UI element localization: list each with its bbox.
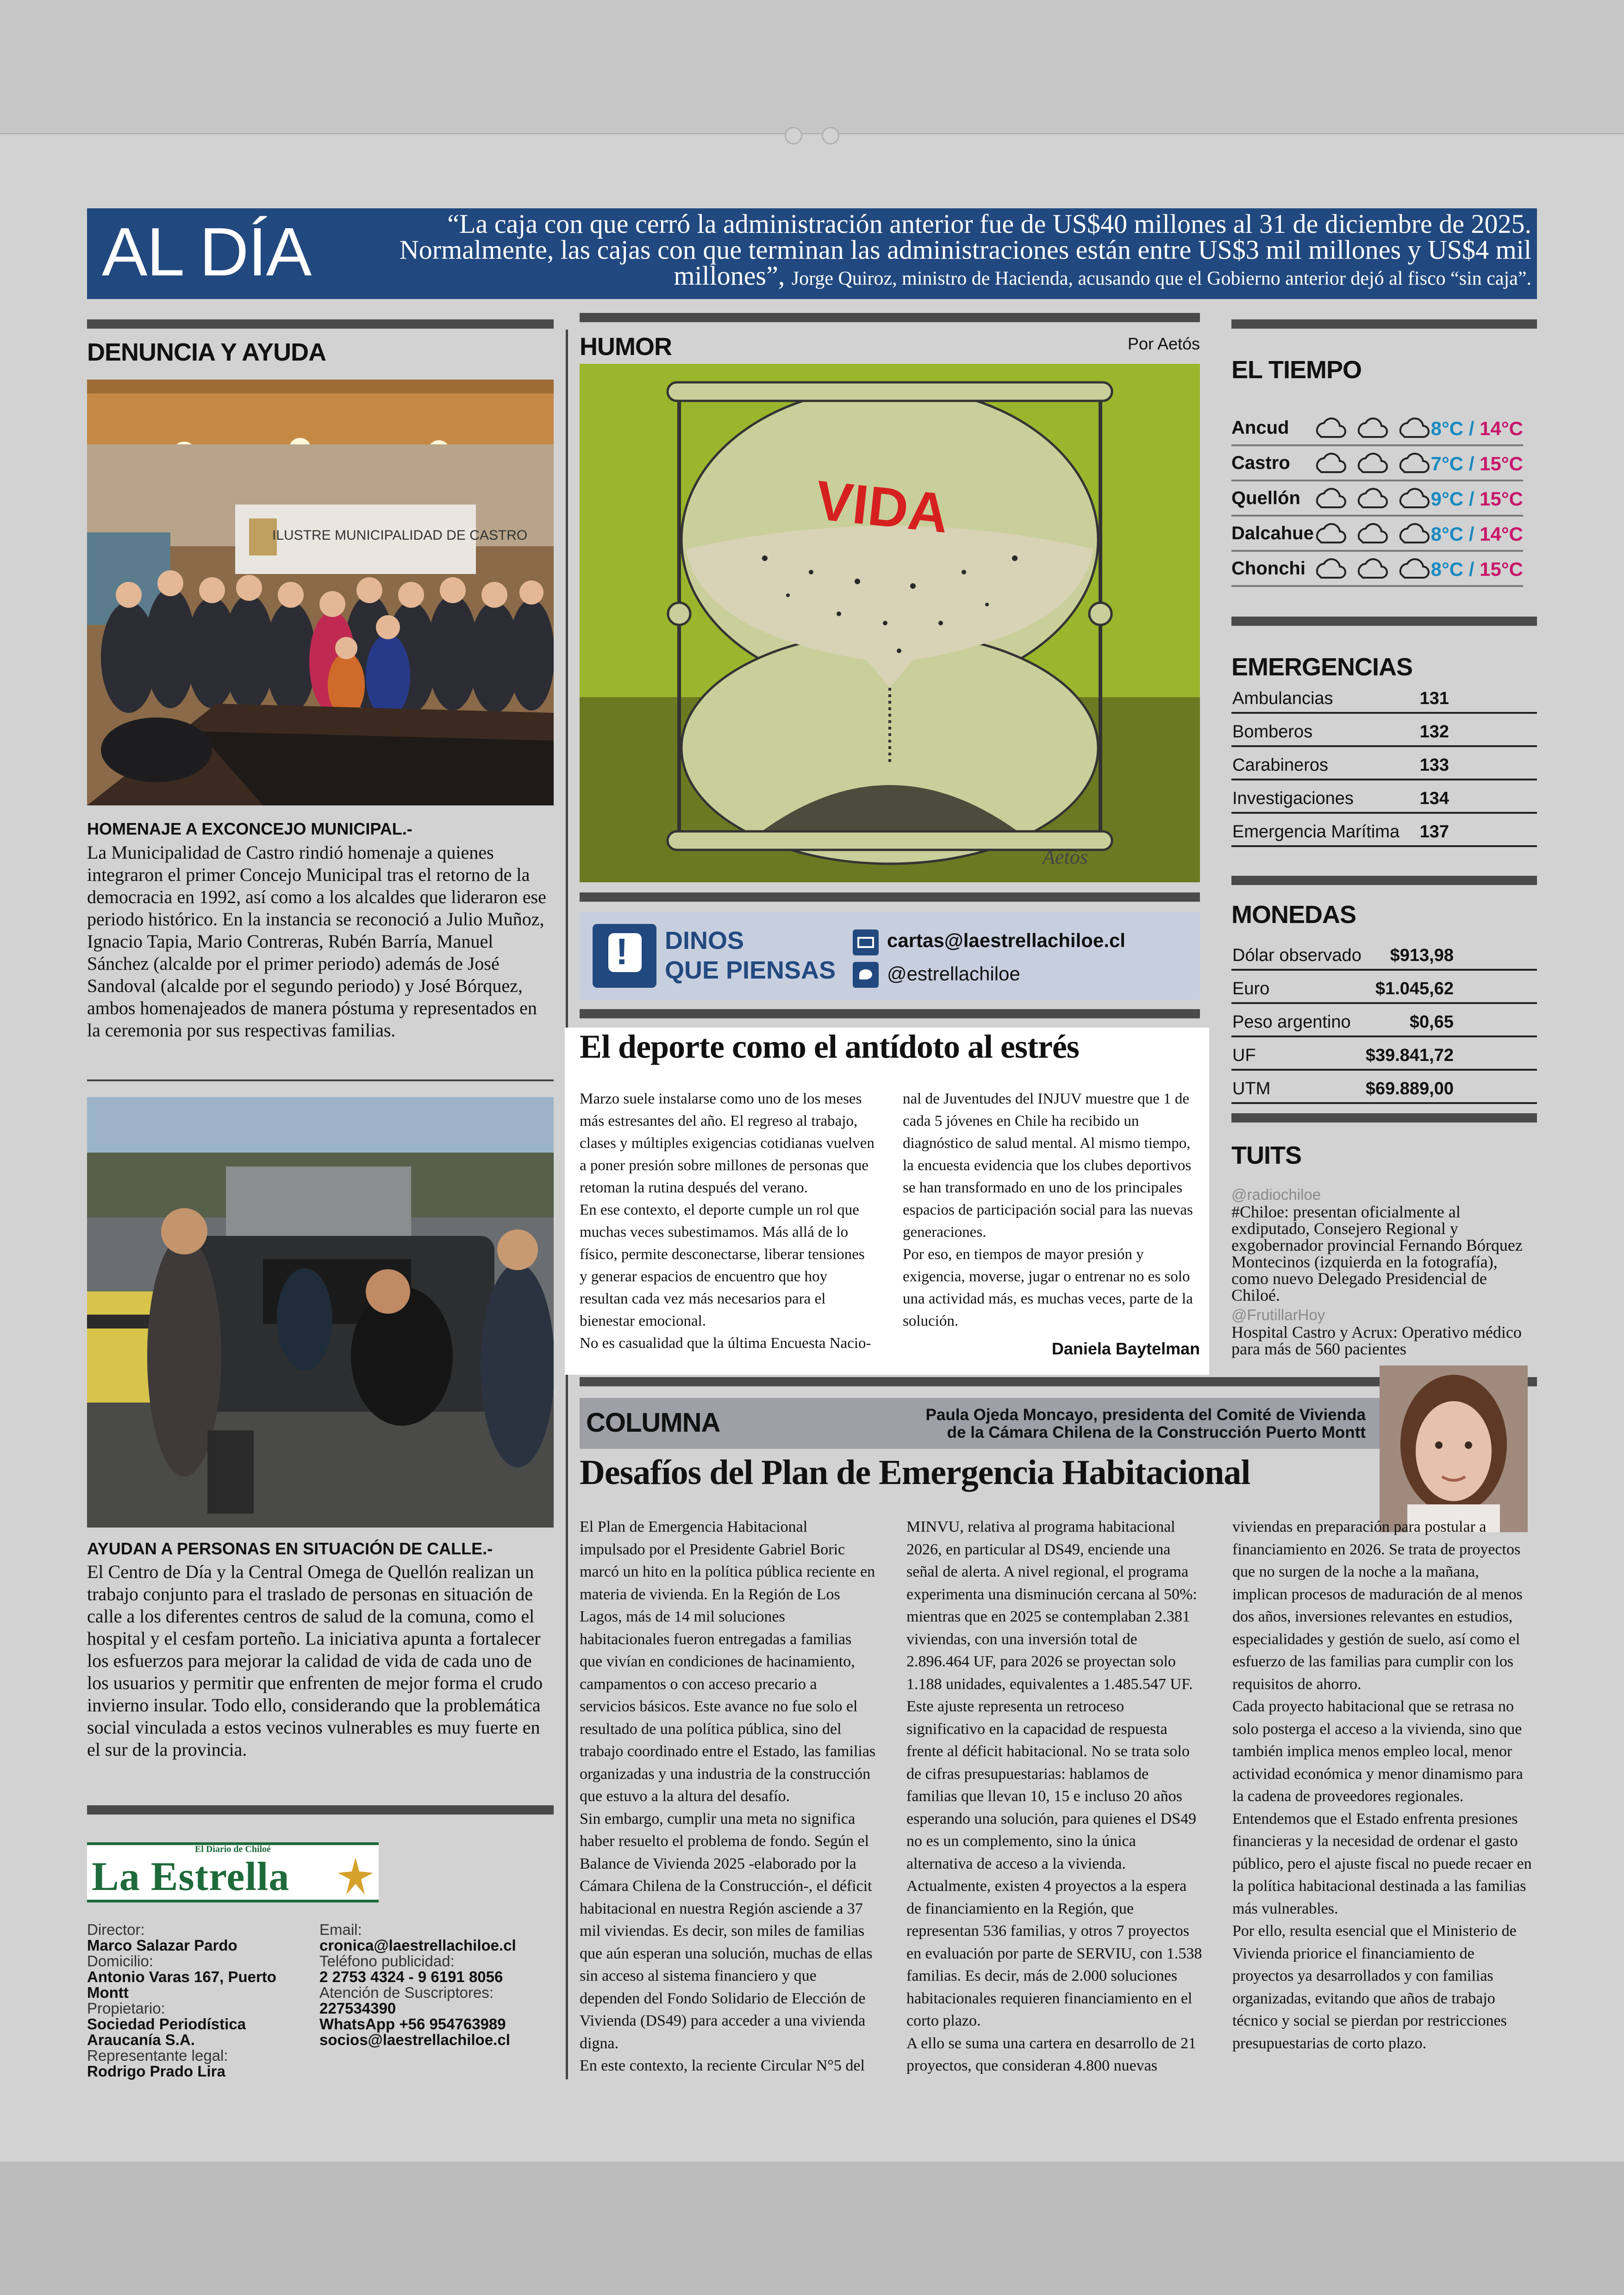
twitter-icon bbox=[853, 962, 879, 988]
contact-label: Email: bbox=[319, 1921, 362, 1938]
monedas-title: MONEDAS bbox=[1231, 901, 1356, 929]
cartoon-signature: Aetós bbox=[1043, 846, 1088, 868]
emergency-label: Emergencia Marítima bbox=[1232, 822, 1400, 842]
contact-label: Domicilio: bbox=[87, 1952, 154, 1970]
weather-temps bbox=[1431, 488, 1523, 510]
temp-separator: / bbox=[1468, 488, 1474, 510]
denuncia-title: DENUNCIA Y AYUDA bbox=[87, 338, 326, 366]
contact-email-link[interactable]: socios@laestrellachiloe.cl bbox=[319, 2031, 510, 2048]
cloud-rain-icon bbox=[1314, 418, 1443, 445]
weather-temps bbox=[1431, 523, 1523, 545]
section-rule bbox=[580, 1009, 1200, 1018]
emergency-row bbox=[1231, 814, 1537, 847]
section-rule bbox=[1231, 1113, 1537, 1123]
next-page-button[interactable] bbox=[822, 127, 839, 144]
columna-bar bbox=[580, 1398, 1380, 1449]
editorial-author: Daniela Baytelman bbox=[1051, 1339, 1200, 1358]
divider bbox=[87, 1079, 554, 1081]
temp-min: 8°C bbox=[1430, 558, 1464, 580]
street-photo-art bbox=[87, 1097, 554, 1528]
masthead-right bbox=[319, 1922, 560, 2048]
item1-head: HOMENAJE A EXCONCEJO MUNICIPAL.- bbox=[87, 819, 412, 838]
temp-max: 15°C bbox=[1480, 453, 1523, 474]
currency-value: $913,98 bbox=[1390, 946, 1454, 965]
prev-page-button[interactable] bbox=[785, 127, 802, 144]
section-rule bbox=[1231, 617, 1537, 626]
temp-max: 15°C bbox=[1480, 558, 1523, 580]
emergency-label: Carabineros bbox=[1232, 755, 1328, 775]
currency-label: UTM bbox=[1232, 1079, 1271, 1098]
author-portrait-art bbox=[1380, 1366, 1528, 1532]
humor-title: HUMOR bbox=[580, 333, 672, 361]
currency-label: Dólar observado bbox=[1232, 946, 1362, 965]
tuits-title: TUITS bbox=[1231, 1141, 1301, 1169]
cartoon-word: VIDA bbox=[812, 469, 951, 545]
section-rule bbox=[580, 313, 1200, 322]
currency-row bbox=[1231, 937, 1537, 971]
weather-city: Quellón bbox=[1231, 488, 1300, 508]
editorial-col2: nal de Juventudes del INJUV muestre que 1 de cada 5 jóvenes en Chile ha recibido un diagnóstico de salud mental. Al mismo tiempo, la encuesta evidencia que los clubes deportivos se han transformado en uno de los principales espacios de participación social para las nuevas generaciones. Por eso, en tiempos de mayor presión y exigencia, moverse, jugar o entrenar no es solo una actividad más, es muchas veces, parte de la solución. bbox=[903, 1091, 1193, 1329]
temp-min: 7°C bbox=[1430, 453, 1464, 474]
temp-max: 14°C bbox=[1480, 418, 1523, 439]
weather-row bbox=[1231, 552, 1523, 587]
temp-separator: / bbox=[1468, 453, 1474, 474]
emergencias-title: EMERGENCIAS bbox=[1231, 653, 1413, 681]
emergency-row bbox=[1231, 714, 1537, 747]
weather-city: Ancud bbox=[1231, 418, 1289, 438]
banner-quote bbox=[328, 211, 1531, 292]
section-rule bbox=[1231, 319, 1537, 329]
emergency-row bbox=[1231, 747, 1537, 780]
temp-max: 15°C bbox=[1480, 488, 1523, 510]
dinos-que-piensas-box bbox=[580, 912, 1200, 1000]
viewer-top-band bbox=[0, 0, 1624, 134]
currency-label: UF bbox=[1232, 1046, 1256, 1065]
columna-author bbox=[765, 1406, 1366, 1441]
masthead-left bbox=[87, 1922, 309, 2079]
banner-attribution: Jorge Quiroz, ministro de Hacienda, acusando que el Gobierno anterior dejó al fisco “sin caja”. bbox=[791, 268, 1531, 289]
tuits-list bbox=[1231, 1186, 1537, 1357]
weather-temps bbox=[1431, 418, 1523, 440]
tweet-user-link[interactable]: @FrutillarHoy bbox=[1231, 1306, 1325, 1323]
email-icon bbox=[853, 929, 879, 955]
weather-temps bbox=[1431, 453, 1523, 475]
dinos-line2: QUE PIENSAS bbox=[665, 956, 836, 984]
weather-city: Castro bbox=[1231, 453, 1290, 473]
council-photo-sign: ILUSTRE MUNICIPALIDAD DE CASTRO bbox=[272, 528, 528, 543]
al-dia-banner bbox=[87, 208, 1537, 299]
contact-label: Representante legal: bbox=[87, 2047, 228, 2064]
dinos-twitter-link[interactable]: @estrellachiloe bbox=[887, 963, 1020, 985]
temp-separator: / bbox=[1468, 523, 1474, 545]
columna-title: Desafíos del Plan de Emergencia Habitacional bbox=[580, 1453, 1250, 1492]
columna-author-line1: Paula Ojeda Moncayo, presidenta del Comité de Vivienda bbox=[925, 1406, 1366, 1424]
currency-value: $39.841,72 bbox=[1365, 1046, 1454, 1065]
emergency-number: 131 bbox=[1419, 689, 1449, 708]
masthead-kicker: El Diario de Chiloé bbox=[195, 1844, 271, 1854]
weather-row bbox=[1231, 481, 1523, 517]
columna-col2: MINVU, relativa al programa habitacional 2026, en particular al DS49, enciende una señal de alerta. A nivel regional, el programa experimenta una disminución cercana al 50%: mientras que en 2025 se contemplaban 2.381 viviendas, con una inversión total de 2.896.464 UF, para 2026 se proyectan solo 1.188 unidades, equivalentes a 1.485.547 UF. Este ajuste representa un retroceso significativo en la capacidad de respuesta frente al déficit habitacional. No se trata solo de cifras presupuestarias: hablamos de familias que llevan 10, 15 e incluso 20 años esperando una solución, para quienes el DS49 no es un complemento, sino la única alternativa de acceso a la vivienda. Actualmente, existen 4 proyectos a la espera de financiamiento en la Región, que representan 536 familias, y otros 7 proyectos en evaluación por parte de SERVIU, con 1.538 familias. Es decir, más de 2.000 soluciones habitacionales requieren financiamiento en el corto plazo. A ello se suma una cartera en desarrollo de 21 proyectos, que consideran 4.800 nuevas bbox=[906, 1518, 1202, 2074]
temp-min: 9°C bbox=[1430, 488, 1464, 510]
weather-city: Dalcahue bbox=[1231, 523, 1314, 543]
emergency-number: 137 bbox=[1419, 822, 1449, 842]
author-portrait bbox=[1380, 1366, 1528, 1532]
item1-body: La Municipalidad de Castro rindió homenaje a quienes integraron el primer Concejo Municipal tras el retorno de la democracia en 1992, así como a los alcaldes que lideraron ese periodo histórico. En la instancia se reconoció a Julio Muñoz, Ignacio Tapia, Mario Contreras, Rubén Barría, Manuel Sánchez (alcalde por el primer periodo) además de José Sandoval (alcalde por el segundo periodo) y José Bórquez, ambos homenajeados de manera póstuma y representados en la ceremonia por sus respectivas familias. bbox=[87, 842, 546, 1041]
speech-bubble-icon: ! bbox=[593, 924, 656, 988]
tiempo-title: EL TIEMPO bbox=[1231, 356, 1362, 384]
emergency-number: 132 bbox=[1419, 722, 1449, 742]
tweet-user-link[interactable]: @radiochiloe bbox=[1231, 1186, 1321, 1203]
currency-row bbox=[1231, 1037, 1537, 1071]
viewer-bottom-band bbox=[0, 2162, 1624, 2295]
currency-label: Euro bbox=[1232, 979, 1270, 998]
street-photo bbox=[87, 1097, 554, 1528]
temp-max: 14°C bbox=[1480, 523, 1523, 545]
emergency-number: 133 bbox=[1419, 755, 1449, 775]
columna-label: COLUMNA bbox=[586, 1408, 720, 1438]
dinos-line1: DINOS bbox=[665, 927, 744, 954]
masthead-logo bbox=[87, 1842, 379, 1902]
contact-label: Atención de Suscriptores: bbox=[319, 1984, 494, 2001]
item2-head: AYUDAN A PERSONAS EN SITUACIÓN DE CALLE.- bbox=[87, 1539, 493, 1558]
currency-value: $69.889,00 bbox=[1365, 1079, 1454, 1098]
humor-byline: Por Aetós bbox=[1127, 334, 1200, 353]
weather-row bbox=[1231, 446, 1523, 481]
contact-value: WhatsApp +56 954763989 bbox=[319, 2015, 506, 2033]
masthead-name: La Estrella bbox=[92, 1854, 290, 1899]
tweet-text: #Chiloe: presentan oficialmente al exdiputado, Consejero Regional y exgobernador provincial Fernando Bórquez Montecinos (izquierda en la fotografía), como nuevo Delegado Presidencial de Chiloé. bbox=[1231, 1203, 1523, 1304]
currency-value: $1.045,62 bbox=[1375, 979, 1454, 998]
contact-value: Antonio Varas 167, Puerto Montt bbox=[87, 1968, 276, 2001]
editorial-col1: Marzo suele instalarse como uno de los meses más estresantes del año. El regreso al trabajo, clases y múltiples exigencias cotidianas vuelven a poner presión sobre millones de personas que retoman la rutina después del verano. En ese contexto, el deporte cumple un rol que muchas veces subestimamos. Más allá de lo físico, permite desconectarse, liberar tensiones y generar espacios de encuentro que hoy resultan cada vez más necesarios para el bienestar emocional. No es casualidad que la última Encuesta Nacio- bbox=[580, 1091, 874, 1352]
weather-city: Chonchi bbox=[1231, 558, 1305, 579]
cloud-rain-icon bbox=[1314, 488, 1443, 515]
section-rule bbox=[87, 319, 554, 329]
section-rule bbox=[1231, 876, 1537, 885]
star-bird-icon bbox=[337, 1855, 374, 1897]
currency-row bbox=[1231, 1071, 1537, 1104]
columna-col3: viviendas en preparación para postular a financiamiento en 2026. Se trata de proyectos que no surgen de la noche a la mañana, implican procesos de maduración de al menos dos años, inversiones relevantes en estudios, especialidades y gestión de suelo, así como el esfuerzo de las familias para cumplir con los requisitos de ahorro. Cada proyecto habitacional que se retrasa no solo posterga el acceso a la vivienda, sino que también implica menos empleo local, menor actividad económica y menor dinamismo para la cadena de proveedores regionales. Entendemos que el Estado enfrenta presiones financieras y la necesidad de ordenar el gasto público, pero el ajuste fiscal no puede recaer en la política habitacional destinada a las familias más vulnerables. Por ello, resulta esencial que el Ministerio de Vivienda priorice el financiamiento de proyectos ya desarrollados y con familias organizadas, evitando que años de trabajo técnico y social se pierdan por restricciones presupuestarias de corto plazo. bbox=[1232, 1518, 1532, 2052]
hourglass-drawing bbox=[580, 364, 1200, 882]
emergencias-table bbox=[1231, 680, 1537, 847]
columna-author-line2: de la Cámara Chilena de la Construcción Puerto Montt bbox=[947, 1423, 1366, 1441]
temp-separator: / bbox=[1468, 418, 1474, 439]
temp-min: 8°C bbox=[1430, 418, 1464, 439]
editorial-title: El deporte como el antídoto al estrés bbox=[580, 1028, 1079, 1065]
emergency-number: 134 bbox=[1419, 789, 1449, 808]
section-rule bbox=[580, 892, 1200, 902]
monedas-table bbox=[1231, 937, 1537, 1104]
contact-label: Teléfono publicidad: bbox=[319, 1952, 455, 1970]
council-photo-art bbox=[87, 380, 554, 805]
weather-row bbox=[1231, 517, 1523, 552]
tweet-text: Hospital Castro y Acrux: Operativo médico para más de 560 pacientes bbox=[1231, 1323, 1522, 1358]
contact-email-link[interactable]: cronica@laestrellachiloe.cl bbox=[319, 1937, 516, 1954]
contact-value: 227534390 bbox=[319, 2000, 396, 2017]
humor-cartoon bbox=[580, 364, 1200, 882]
section-rule bbox=[87, 1805, 554, 1815]
emergency-label: Ambulancias bbox=[1232, 689, 1333, 708]
contact-value: Marco Salazar Pardo bbox=[87, 1937, 237, 1954]
contact-label: Propietario: bbox=[87, 2000, 165, 2017]
emergency-label: Bomberos bbox=[1232, 722, 1313, 742]
contact-value: Rodrigo Prado Lira bbox=[87, 2063, 225, 2080]
cloud-rain-icon bbox=[1314, 453, 1443, 480]
emergency-row bbox=[1231, 680, 1537, 714]
contact-value: 2 2753 4324 - 9 6191 8056 bbox=[319, 1968, 503, 1985]
council-photo bbox=[87, 380, 554, 805]
item2-body: El Centro de Día y la Central Omega de Quellón realizan un trabajo conjunto para el traslado de personas en situación de calle a los diferentes centros de salud de la comuna, como el hospital y el cesfam porteño. La iniciativa apunta a fortalecer los esfuerzos para mejorar la calidad de vida de cada uno de los usuarios y permitir que enfrenten de mejor forma el crudo invierno insular. Todo ello, considerando que la problemática social vinculada a estos vecinos vulnerables es muy fuerte en el sur de la provincia. bbox=[87, 1561, 543, 1760]
emergency-row bbox=[1231, 780, 1537, 814]
temp-separator: / bbox=[1468, 558, 1474, 580]
weather-row bbox=[1231, 411, 1523, 446]
cloud-rain-icon bbox=[1314, 523, 1443, 550]
cloud-rain-icon bbox=[1314, 558, 1443, 586]
weather-temps bbox=[1431, 558, 1523, 580]
dinos-email-link[interactable]: cartas@laestrellachiloe.cl bbox=[887, 929, 1125, 951]
emergency-label: Investigaciones bbox=[1232, 789, 1354, 808]
temp-min: 8°C bbox=[1430, 523, 1464, 545]
currency-row bbox=[1231, 1004, 1537, 1037]
contact-value: Sociedad Periodística Araucanía S.A. bbox=[87, 2015, 246, 2048]
currency-row bbox=[1231, 971, 1537, 1004]
banner-quote-text: “La caja con que cerró la administración anterior fue de US$40 millones al 31 de diciembre de 2025. Normalmente, las cajas con que terminan las administraciones están entre US$3 mil millones y US$4 mil millones”, bbox=[399, 209, 1531, 291]
currency-value: $0,65 bbox=[1409, 1012, 1454, 1032]
contact-label: Director: bbox=[87, 1921, 145, 1938]
columna-col1: El Plan de Emergencia Habitacional impulsado por el Presidente Gabriel Boric marcó un hito en la política pública reciente en materia de vivienda. En la Región de Los Lagos, más de 14 mil soluciones habitacionales fueron entregadas a familias que vivían en condiciones de hacinamiento, campamentos o con acceso precario a servicios básicos. Este avance no fue solo el resultado de una política pública, sino del trabajo coordinado entre el Estado, las familias organizadas y una industria de la construcción que estuvo a la altura del desafío. Sin embargo, cumplir una meta no significa haber resuelto el problema de fondo. Según el Balance de Vivienda 2025 -elaborado por la Cámara Chilena de la Construcción-, el déficit habitacional en nuestra Región asciende a 37 mil viviendas. Es decir, son miles de familias que aún esperan una solución, muchas de ellas sin acceso al sistema financiero y que dependen del Fondo Solidario de Elección de Vivienda (DS49) para acceder a una vivienda digna. En este contexto, la reciente Circular N°5 del bbox=[580, 1518, 876, 2074]
weather-table bbox=[1231, 411, 1523, 596]
currency-label: Peso argentino bbox=[1232, 1012, 1351, 1032]
banner-title: AL DÍA bbox=[102, 214, 311, 290]
